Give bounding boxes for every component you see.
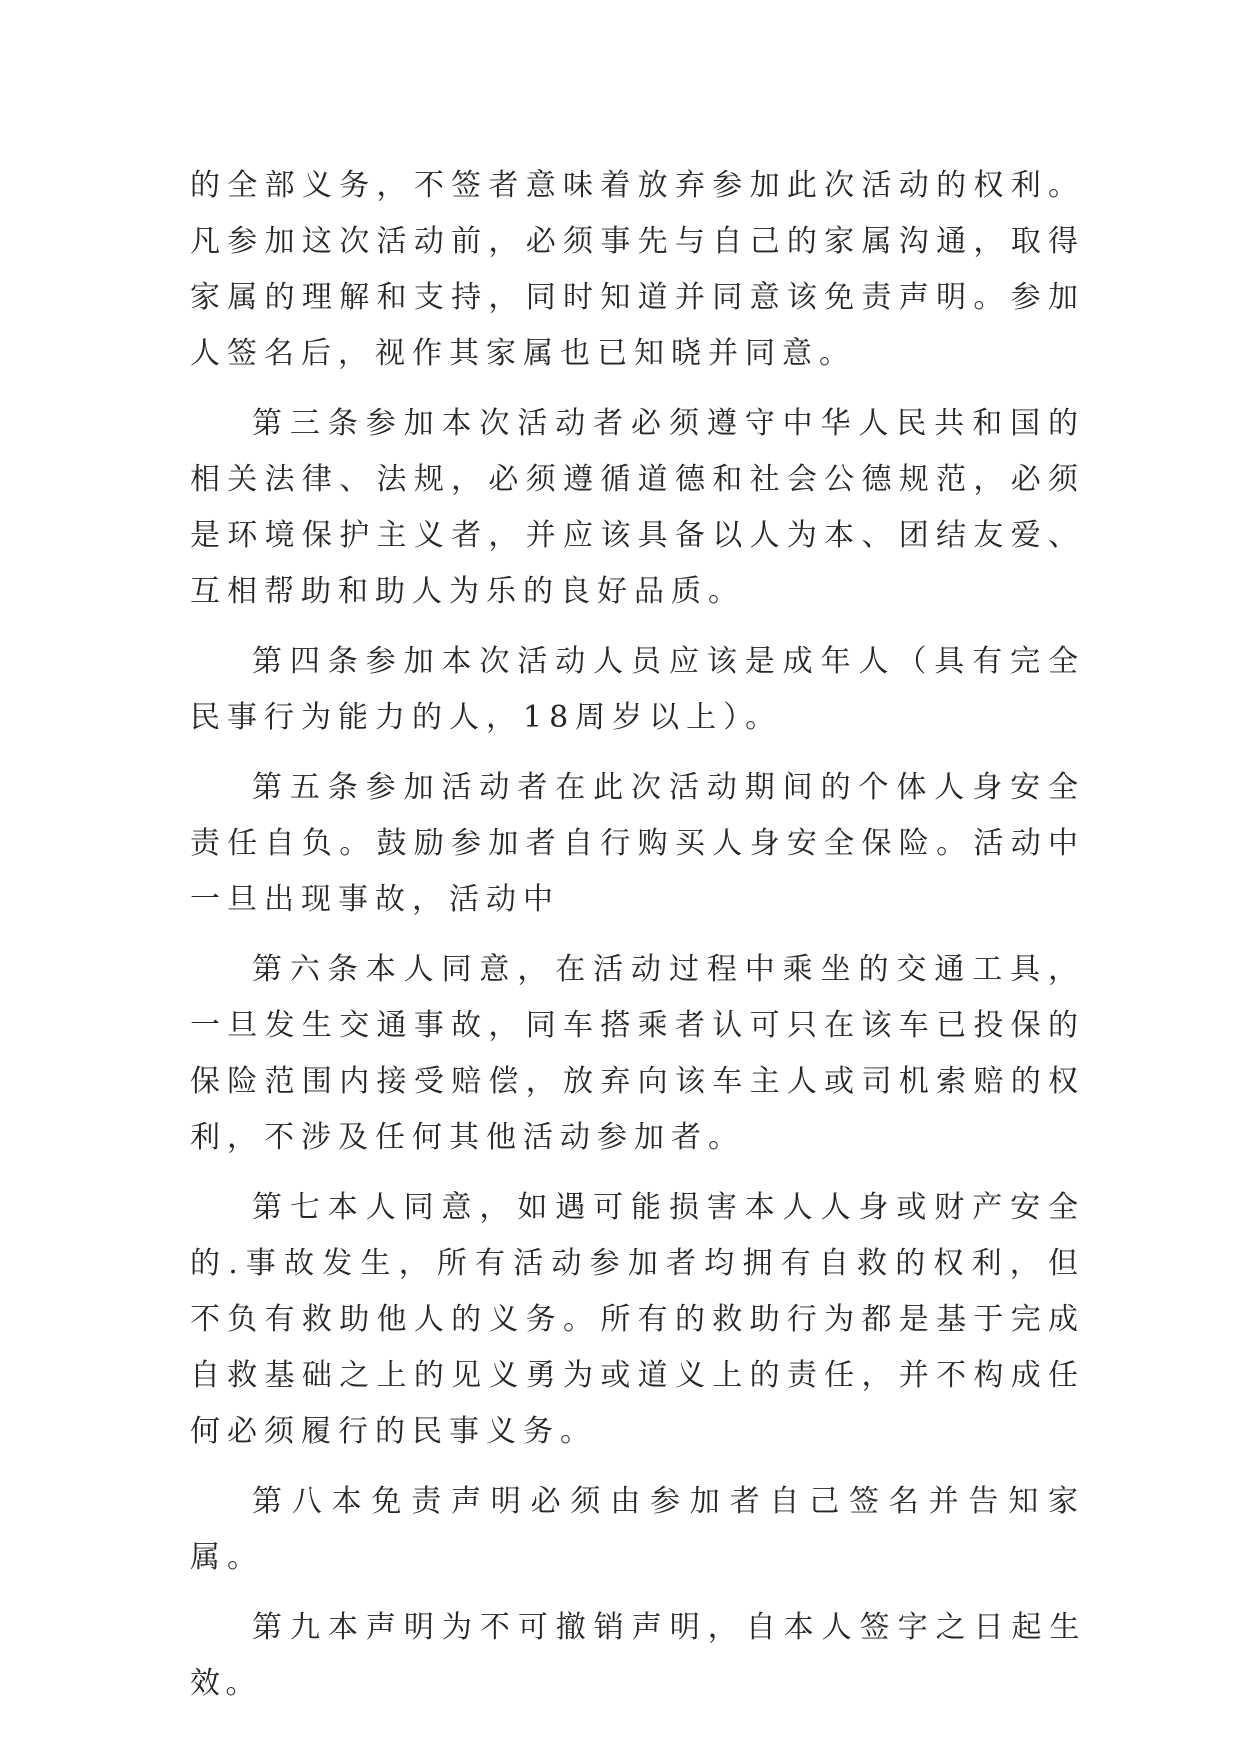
paragraph-article-8: 第八本免责声明必须由参加者自己签名并告知家属。 [190, 1484, 1085, 1575]
paragraph-article-6: 第六条本人同意，在活动过程中乘坐的交通工具，一旦发生交通事故，同车搭乘者认可只在该车已投保的保险范围内接受赔偿，放弃向该车主人或司机索赔的权利，不涉及任何其他活动参加者。 [190, 952, 1085, 1155]
paragraph-article-9: 第九本声明为不可撤销声明，自本人签字之日起生效。 [190, 1610, 1085, 1701]
paragraph-article-7: 第七本人同意，如遇可能损害本人人身或财产安全的.事故发生，所有活动参加者均拥有自救的权利，但不负有救助他人的义务。所有的救助行为都是基于完成自救基础之上的见义勇为或道义上的责任，并不构成任何必须履行的民事义务。 [190, 1190, 1085, 1449]
document-body [190, 158, 1085, 1726]
paragraph-article-5: 第五条参加活动者在此次活动期间的个体人身安全责任自负。鼓励参加者自行购买人身安全保险。活动中一旦出现事故，活动中 [190, 770, 1085, 917]
paragraph-continued-obligations: 的全部义务，不签者意味着放弃参加此次活动的权利。凡参加这次活动前，必须事先与自己的家属沟通，取得家属的理解和支持，同时知道并同意该免责声明。参加人签名后，视作其家属也已知晓并同意。 [190, 168, 1085, 371]
paragraph-article-3: 第三条参加本次活动者必须遵守中华人民共和国的相关法律、法规，必须遵循道德和社会公德规范，必须是环境保护主义者，并应该具备以人为本、团结友爱、互相帮助和助人为乐的良好品质。 [190, 406, 1085, 609]
paragraph-article-4: 第四条参加本次活动人员应该是成年人（具有完全民事行为能力的人，18周岁以上）。 [190, 644, 1085, 735]
